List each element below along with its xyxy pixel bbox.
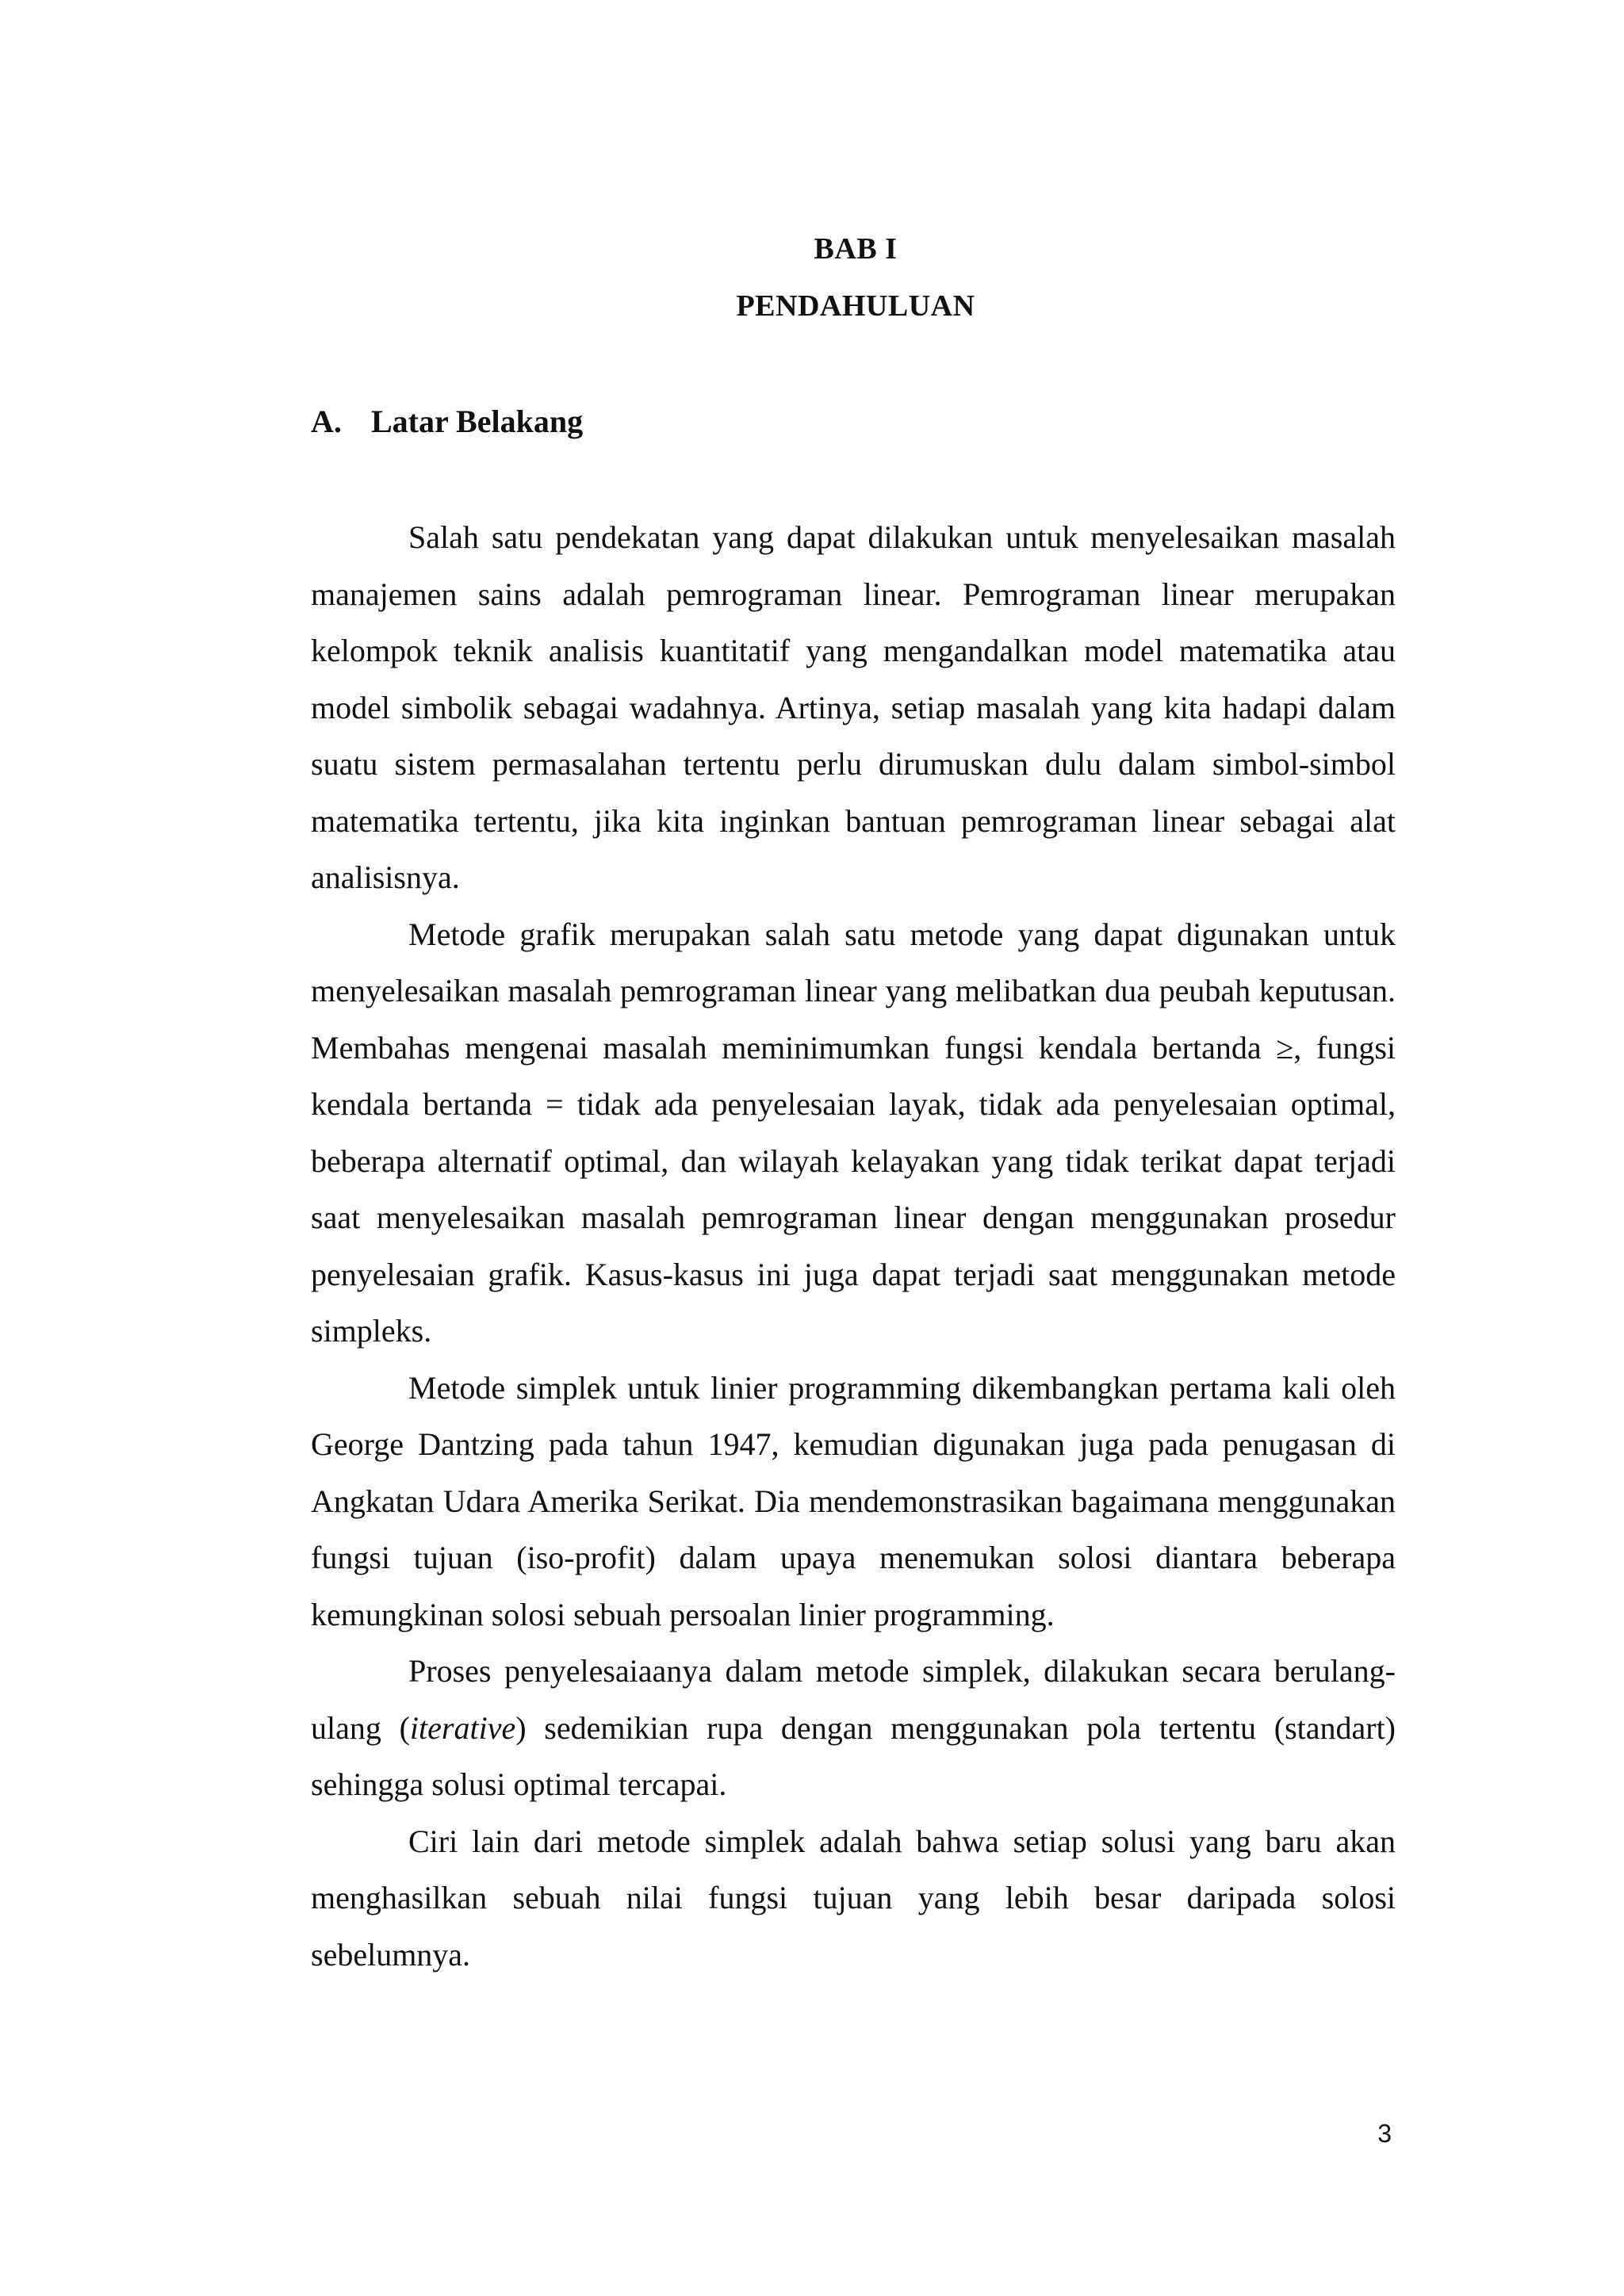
paragraph-4-italic: iterative: [409, 1709, 516, 1746]
paragraph-4: [311, 1643, 1396, 1813]
section-letter: A.: [311, 404, 342, 439]
section-title: Latar Belakang: [371, 404, 584, 439]
chapter-title: PENDAHULUAN: [736, 289, 975, 323]
paragraph-5: Ciri lain dari metode simplek adalah bahwa setiap solusi yang baru akan menghasilkan sebuah nilai fungsi tujuan yang lebih besar daripada solosi sebelumnya.: [311, 1823, 1396, 1973]
paragraph-4-after: ) sedemikian rupa dengan menggunakan pola tertentu (standart) sehingga solusi optimal tercapai.: [311, 1709, 1396, 1802]
paragraph-3: Metode simplek untuk linier programming dikembangkan pertama kali oleh George Dantzing pada tahun 1947, kemudian digunakan juga pada penugasan di Angkatan Udara Amerika Serikat. Dia mendemonstrasikan bagaimana menggunakan fungsi tujuan (iso-profit) dalam upaya menemukan solosi diantara beberapa kemungkinan solosi sebuah persoalan linier programming.: [311, 1369, 1396, 1632]
paragraph-2: Metode grafik merupakan salah satu metode yang dapat digunakan untuk menyelesaikan masalah pemrograman linear yang melibatkan dua peubah keputusan. Membahas mengenai masalah meminimumkan fungsi kendala bertanda ≥, fungsi kendala bertanda = tidak ada penyelesaian layak, tidak ada penyelesaian optimal, beberapa alternatif optimal, dan wilayah kelayakan yang tidak terikat dapat terjadi saat menyelesaikan masalah pemrograman linear dengan menggunakan prosedur penyelesaian grafik. Kasus-kasus ini juga dapat terjadi saat menggunakan metode simpleks.: [311, 916, 1396, 1349]
body-text: [311, 509, 1396, 1983]
paragraph-1: Salah satu pendekatan yang dapat dilakukan untuk menyelesaikan masalah manajemen sains adalah pemrograman linear. Pemrograman linear merupakan kelompok teknik analisis kuantitatif yang mengandalkan model matematika atau model simbolik sebagai wadahnya. Artinya, setiap masalah yang kita hadapi dalam suatu sistem permasalahan tertentu perlu dirumuskan dulu dalam simbol-simbol matematika tertentu, jika kita inginkan bantuan pemrograman linear sebagai alat analisisnya.: [311, 519, 1396, 895]
paragraph-4-before: Proses penyelesaiaanya dalam metode simplek, dilakukan secara berulang-ulang (: [311, 1653, 1396, 1746]
section-heading: [311, 403, 583, 440]
chapter-number: BAB I: [814, 232, 898, 266]
page-number: 3: [1377, 2119, 1392, 2148]
